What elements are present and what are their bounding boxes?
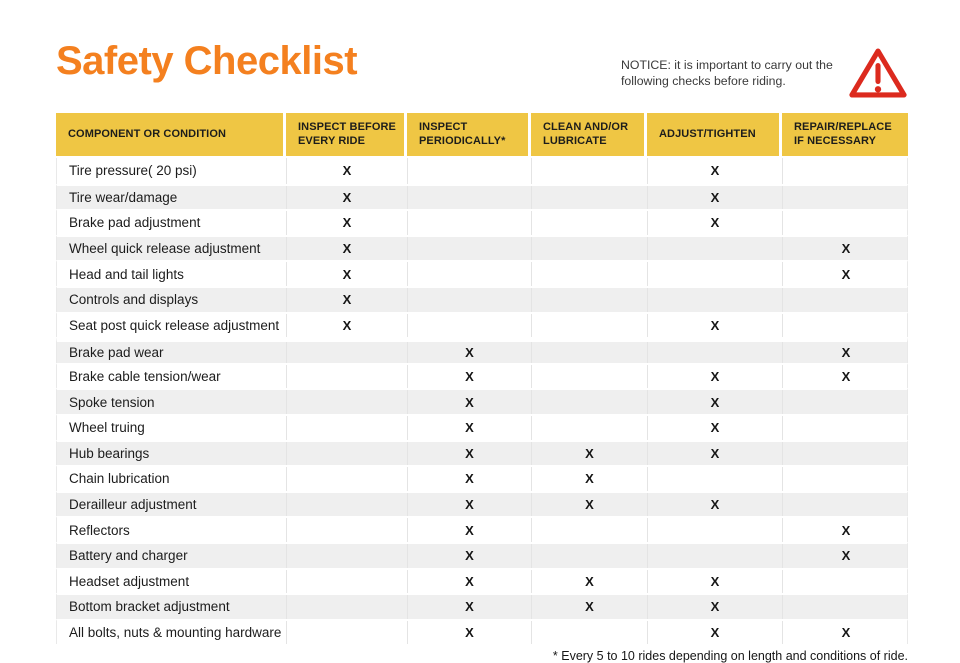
mark-cell-clean-lubricate	[532, 158, 648, 184]
mark-cell-inspect-periodically: X	[408, 442, 532, 466]
mark-cell-repair-replace	[783, 442, 909, 466]
mark-cell-inspect-before	[287, 365, 408, 389]
table-body	[56, 158, 908, 644]
mark-cell-clean-lubricate	[532, 288, 648, 312]
component-cell: Spoke tension	[57, 390, 287, 414]
mark-cell-clean-lubricate: X	[532, 570, 648, 594]
table-row	[56, 568, 908, 594]
mark-cell-clean-lubricate	[532, 365, 648, 389]
table-row	[56, 619, 908, 645]
table-row	[56, 593, 908, 619]
mark-cell-clean-lubricate	[532, 237, 648, 261]
component-cell: Brake cable tension/wear	[57, 365, 287, 389]
component-cell: Bottom bracket adjustment	[57, 595, 287, 619]
component-cell: Brake pad wear	[57, 342, 287, 363]
mark-cell-clean-lubricate: X	[532, 493, 648, 517]
mark-cell-repair-replace: X	[841, 624, 851, 640]
component-cell: Brake pad adjustment	[57, 211, 287, 235]
page-header	[56, 38, 908, 100]
column-header-repair-replace: REPAIR/REPLACE IF NECESSARY	[782, 113, 908, 156]
mark-cell-inspect-periodically: X	[408, 390, 532, 414]
component-cell: Headset adjustment	[57, 570, 287, 594]
warning-triangle-icon	[848, 46, 908, 100]
table-row	[56, 260, 908, 286]
column-header-inspect-periodically: INSPECT PERIODICALLY*	[407, 113, 531, 156]
mark-cell-inspect-periodically: X	[408, 493, 532, 517]
mark-cell-inspect-before	[287, 342, 408, 363]
mark-cell-adjust-tighten: X	[648, 442, 783, 466]
mark-cell-inspect-before: X	[287, 237, 408, 261]
component-cell: Battery and charger	[57, 544, 287, 568]
table-row	[56, 440, 908, 466]
table-row	[56, 388, 908, 414]
component-cell: Derailleur adjustment	[57, 493, 287, 517]
mark-cell-repair-replace	[783, 314, 909, 338]
mark-cell-inspect-periodically	[408, 314, 532, 338]
mark-cell-adjust-tighten: X	[648, 390, 783, 414]
checklist-table	[56, 113, 908, 644]
component-cell: Hub bearings	[57, 442, 287, 466]
component-cell: Head and tail lights	[57, 262, 287, 286]
mark-cell-clean-lubricate	[532, 621, 648, 645]
mark-cell-repair-replace: X	[841, 522, 851, 538]
mark-cell-repair-replace	[783, 211, 909, 235]
mark-cell-inspect-periodically: X	[408, 544, 532, 568]
mark-cell-adjust-tighten: X	[648, 621, 783, 645]
mark-cell-inspect-before: X	[287, 314, 408, 338]
mark-cell-repair-replace: X	[841, 548, 851, 564]
table-row	[56, 286, 908, 312]
mark-cell-clean-lubricate	[532, 342, 648, 363]
table-row	[56, 209, 908, 235]
table-row	[56, 465, 908, 491]
mark-cell-clean-lubricate	[532, 314, 648, 338]
mark-cell-inspect-before: X	[287, 262, 408, 286]
mark-cell-repair-replace	[783, 416, 909, 440]
column-header-inspect-before: INSPECT BEFORE EVERY RIDE	[286, 113, 407, 156]
mark-cell-adjust-tighten	[648, 288, 783, 312]
mark-cell-inspect-before: X	[287, 288, 408, 312]
component-cell: Wheel quick release adjustment	[57, 237, 287, 261]
mark-cell-repair-replace: X	[841, 241, 851, 257]
mark-cell-inspect-periodically: X	[408, 621, 532, 645]
mark-cell-inspect-periodically: X	[408, 570, 532, 594]
mark-cell-inspect-before: X	[287, 211, 408, 235]
table-row	[56, 414, 908, 440]
mark-cell-clean-lubricate	[532, 416, 648, 440]
component-cell: All bolts, nuts & mounting hardware	[57, 621, 287, 645]
mark-cell-adjust-tighten	[648, 262, 783, 286]
mark-cell-adjust-tighten: X	[648, 493, 783, 517]
mark-cell-clean-lubricate	[532, 186, 648, 210]
column-header-clean-lubricate: CLEAN AND/OR LUBRICATE	[531, 113, 647, 156]
table-row	[56, 337, 908, 363]
column-header-component: COMPONENT OR CONDITION	[56, 113, 286, 156]
mark-cell-inspect-before	[287, 570, 408, 594]
mark-cell-clean-lubricate: X	[532, 467, 648, 491]
component-cell: Wheel truing	[57, 416, 287, 440]
component-cell: Tire wear/damage	[57, 186, 287, 210]
mark-cell-inspect-periodically	[408, 237, 532, 261]
mark-cell-inspect-before	[287, 544, 408, 568]
notice-text: NOTICE: it is important to carry out the following checks before riding.	[621, 57, 833, 88]
mark-cell-adjust-tighten: X	[648, 595, 783, 619]
table-row	[56, 184, 908, 210]
notice-block	[621, 46, 908, 100]
mark-cell-inspect-before	[287, 442, 408, 466]
mark-cell-clean-lubricate	[532, 211, 648, 235]
component-cell: Chain lubrication	[57, 467, 287, 491]
mark-cell-repair-replace	[783, 595, 909, 619]
mark-cell-inspect-periodically	[408, 262, 532, 286]
table-header-row	[56, 113, 908, 156]
mark-cell-repair-replace	[783, 288, 909, 312]
mark-cell-adjust-tighten: X	[648, 211, 783, 235]
mark-cell-inspect-before	[287, 621, 408, 645]
mark-cell-repair-replace	[783, 467, 909, 491]
mark-cell-inspect-periodically	[408, 186, 532, 210]
mark-cell-adjust-tighten	[648, 544, 783, 568]
mark-cell-inspect-periodically: X	[408, 416, 532, 440]
mark-cell-adjust-tighten: X	[648, 570, 783, 594]
table-row	[56, 363, 908, 389]
component-cell: Tire pressure( 20 psi)	[57, 158, 287, 184]
mark-cell-inspect-periodically: X	[408, 595, 532, 619]
mark-cell-clean-lubricate	[532, 518, 648, 542]
mark-cell-inspect-periodically	[408, 158, 532, 184]
mark-cell-adjust-tighten: X	[648, 314, 783, 338]
page-title: Safety Checklist	[56, 39, 358, 83]
table-row	[56, 491, 908, 517]
mark-cell-clean-lubricate: X	[532, 442, 648, 466]
mark-cell-inspect-before	[287, 493, 408, 517]
mark-cell-clean-lubricate: X	[532, 595, 648, 619]
mark-cell-repair-replace	[783, 570, 909, 594]
mark-cell-adjust-tighten	[648, 467, 783, 491]
mark-cell-adjust-tighten	[648, 237, 783, 261]
mark-cell-inspect-before	[287, 518, 408, 542]
mark-cell-repair-replace	[783, 493, 909, 517]
component-cell: Reflectors	[57, 518, 287, 542]
mark-cell-clean-lubricate	[532, 544, 648, 568]
mark-cell-inspect-periodically: X	[408, 518, 532, 542]
mark-cell-inspect-periodically	[408, 288, 532, 312]
footnote: * Every 5 to 10 rides depending on length and conditions of ride.	[552, 649, 908, 663]
mark-cell-adjust-tighten	[648, 518, 783, 542]
mark-cell-inspect-before	[287, 595, 408, 619]
mark-cell-inspect-periodically: X	[408, 342, 532, 363]
mark-cell-inspect-periodically: X	[408, 467, 532, 491]
table-row	[56, 542, 908, 568]
mark-cell-inspect-periodically	[408, 211, 532, 235]
mark-cell-inspect-before	[287, 416, 408, 440]
table-row	[56, 516, 908, 542]
mark-cell-inspect-before	[287, 467, 408, 491]
mark-cell-repair-replace	[783, 390, 909, 414]
mark-cell-inspect-before: X	[287, 158, 408, 184]
table-row	[56, 312, 908, 338]
mark-cell-inspect-before	[287, 390, 408, 414]
mark-cell-repair-replace: X	[841, 344, 851, 360]
column-header-adjust-tighten: ADJUST/TIGHTEN	[647, 113, 782, 156]
mark-cell-clean-lubricate	[532, 262, 648, 286]
table-row	[56, 158, 908, 184]
mark-cell-repair-replace	[783, 186, 909, 210]
mark-cell-inspect-before: X	[287, 186, 408, 210]
component-cell: Seat post quick release adjustment	[57, 314, 287, 338]
mark-cell-repair-replace: X	[841, 369, 851, 385]
mark-cell-repair-replace	[783, 158, 909, 184]
mark-cell-adjust-tighten: X	[648, 416, 783, 440]
mark-cell-adjust-tighten	[648, 342, 783, 363]
mark-cell-adjust-tighten: X	[648, 186, 783, 210]
component-cell: Controls and displays	[57, 288, 287, 312]
mark-cell-repair-replace: X	[841, 266, 851, 282]
mark-cell-adjust-tighten: X	[648, 158, 783, 184]
mark-cell-adjust-tighten: X	[648, 365, 783, 389]
mark-cell-clean-lubricate	[532, 390, 648, 414]
table-row	[56, 235, 908, 261]
mark-cell-inspect-periodically: X	[408, 365, 532, 389]
